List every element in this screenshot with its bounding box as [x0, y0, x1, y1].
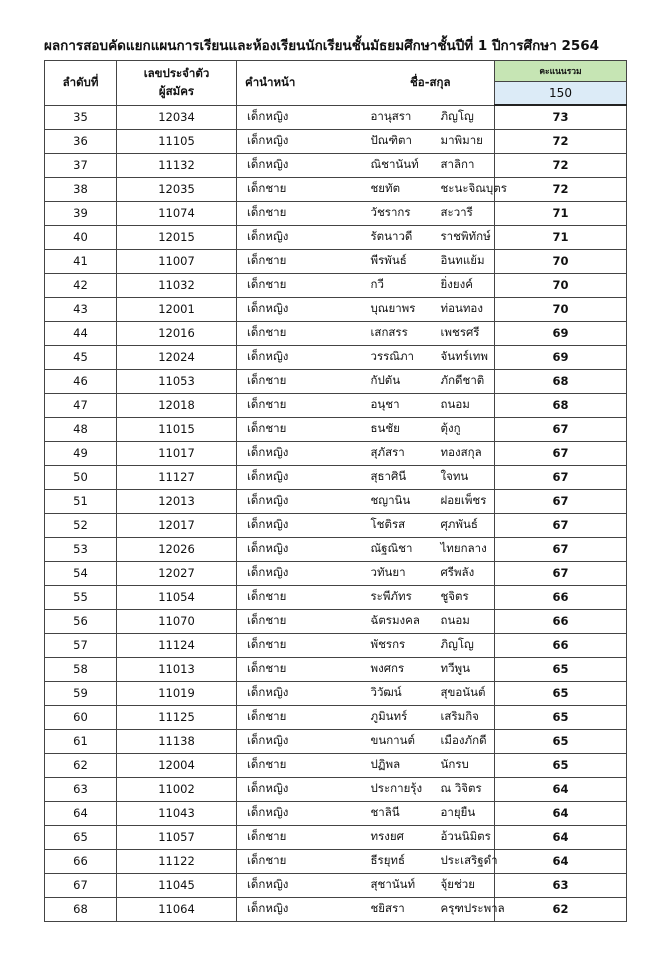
- cell-name: [367, 825, 495, 849]
- cell-prefix: เด็กชาย: [237, 657, 367, 681]
- cell-applicant-id: 11007: [117, 249, 237, 273]
- cell-score: 65: [495, 753, 627, 777]
- cell-rank: 50: [45, 465, 117, 489]
- cell-prefix: เด็กชาย: [237, 753, 367, 777]
- cell-last-name: ภิญโญ: [440, 109, 474, 123]
- cell-prefix: เด็กหญิง: [237, 729, 367, 753]
- cell-applicant-id: 12035: [117, 177, 237, 201]
- cell-score: 66: [495, 585, 627, 609]
- cell-name: [367, 537, 495, 561]
- cell-first-name: รัตนาวดี: [370, 229, 413, 243]
- cell-last-name: ประเสริฐดำ: [440, 853, 498, 867]
- cell-last-name: ศุภพันธ์: [440, 517, 478, 531]
- cell-first-name: บุณยาพร: [370, 301, 416, 315]
- cell-name: [367, 297, 495, 321]
- table-row: [45, 201, 627, 225]
- cell-applicant-id: 11070: [117, 609, 237, 633]
- cell-prefix: เด็กชาย: [237, 849, 367, 873]
- cell-name: [367, 489, 495, 513]
- page-title: ผลการสอบคัดแยกแผนการเรียนและห้องเรียนนักเรียนชั้นมัธยมศึกษาชั้นปีที่ 1 ปีการศึกษา 2564: [44, 38, 600, 54]
- cell-first-name: ชญานิน: [370, 493, 411, 507]
- cell-last-name: ถนอม: [440, 397, 470, 411]
- cell-prefix: เด็กชาย: [237, 321, 367, 345]
- cell-applicant-id: 12024: [117, 345, 237, 369]
- cell-first-name: ประกายรุ้ง: [370, 781, 423, 795]
- cell-score: 70: [495, 249, 627, 273]
- cell-name: [367, 345, 495, 369]
- cell-score: 73: [495, 105, 627, 129]
- cell-rank: 41: [45, 249, 117, 273]
- cell-score: 65: [495, 681, 627, 705]
- table-row: [45, 417, 627, 441]
- cell-last-name: ณ วิจิตร: [440, 781, 482, 795]
- cell-last-name: ชะนะจิณบุตร: [440, 181, 507, 195]
- cell-rank: 38: [45, 177, 117, 201]
- cell-score: 66: [495, 609, 627, 633]
- cell-prefix: เด็กหญิง: [237, 441, 367, 465]
- cell-name: [367, 393, 495, 417]
- cell-first-name: ธีรยุทธ์: [370, 853, 406, 867]
- cell-last-name: ทองสกุล: [440, 445, 482, 459]
- cell-last-name: อายุยืน: [440, 805, 476, 819]
- cell-rank: 48: [45, 417, 117, 441]
- cell-last-name: ศรีพลัง: [440, 565, 475, 579]
- header-applicant-id: [117, 61, 237, 106]
- cell-last-name: ชูจิตร: [440, 589, 469, 603]
- table-row: [45, 681, 627, 705]
- cell-first-name: กวี: [370, 277, 384, 291]
- cell-first-name: สุธาศินี: [370, 469, 407, 483]
- cell-name: [367, 513, 495, 537]
- cell-prefix: เด็กชาย: [237, 609, 367, 633]
- cell-score: 64: [495, 825, 627, 849]
- cell-first-name: ชยทัต: [370, 181, 401, 195]
- cell-rank: 51: [45, 489, 117, 513]
- cell-first-name: วิวัฒน์: [370, 685, 402, 699]
- cell-name: [367, 753, 495, 777]
- header-prefix: คำนำหน้า: [237, 61, 367, 106]
- cell-applicant-id: 11053: [117, 369, 237, 393]
- cell-applicant-id: 11054: [117, 585, 237, 609]
- cell-name: [367, 105, 495, 129]
- cell-last-name: สะวารี: [440, 205, 473, 219]
- cell-prefix: เด็กหญิง: [237, 537, 367, 561]
- cell-applicant-id: 11138: [117, 729, 237, 753]
- cell-rank: 45: [45, 345, 117, 369]
- cell-name: [367, 225, 495, 249]
- table-row: [45, 777, 627, 801]
- table-row: [45, 345, 627, 369]
- cell-applicant-id: 12013: [117, 489, 237, 513]
- cell-prefix: เด็กหญิง: [237, 345, 367, 369]
- cell-first-name: ปฏิพล: [370, 757, 401, 771]
- cell-name: [367, 609, 495, 633]
- cell-first-name: ชยิสรา: [370, 901, 405, 915]
- cell-applicant-id: 11125: [117, 705, 237, 729]
- cell-applicant-id: 11124: [117, 633, 237, 657]
- cell-name: [367, 849, 498, 873]
- cell-last-name: ฝอยเพ็ชร: [440, 493, 487, 507]
- cell-score: 71: [495, 225, 627, 249]
- table-row: [45, 633, 627, 657]
- cell-first-name: ระพีภัทร: [370, 589, 412, 603]
- cell-last-name: ใจทน: [440, 469, 469, 483]
- table-row: [45, 321, 627, 345]
- cell-first-name: ธนชัย: [370, 421, 400, 435]
- table-row: [45, 465, 627, 489]
- cell-first-name: โชติรส: [370, 517, 406, 531]
- cell-prefix: เด็กหญิง: [237, 561, 367, 585]
- table-row: [45, 897, 627, 921]
- cell-last-name: ยิ่งยงค์: [440, 277, 473, 291]
- cell-rank: 67: [45, 873, 117, 897]
- table-row: [45, 609, 627, 633]
- table-row: [45, 105, 627, 129]
- table-row: [45, 537, 627, 561]
- cell-rank: 53: [45, 537, 117, 561]
- cell-rank: 64: [45, 801, 117, 825]
- cell-applicant-id: 12017: [117, 513, 237, 537]
- cell-last-name: สาลิกา: [440, 157, 475, 171]
- cell-first-name: เสกสรร: [370, 325, 408, 339]
- table-row: [45, 753, 627, 777]
- table-header: [45, 61, 627, 106]
- cell-prefix: เด็กหญิง: [237, 513, 367, 537]
- cell-applicant-id: 11132: [117, 153, 237, 177]
- cell-first-name: ณิชานันท์: [370, 157, 419, 171]
- cell-score: 68: [495, 393, 627, 417]
- cell-name: [367, 417, 495, 441]
- cell-name: [367, 465, 495, 489]
- table-row: [45, 849, 627, 873]
- cell-score: 66: [495, 633, 627, 657]
- cell-applicant-id: 11013: [117, 657, 237, 681]
- cell-prefix: เด็กหญิง: [237, 465, 367, 489]
- cell-rank: 54: [45, 561, 117, 585]
- table-body: [45, 105, 627, 921]
- cell-rank: 36: [45, 129, 117, 153]
- cell-applicant-id: 12018: [117, 393, 237, 417]
- cell-score: 67: [495, 489, 627, 513]
- cell-name: [367, 321, 495, 345]
- cell-name: [367, 897, 505, 921]
- table-row: [45, 129, 627, 153]
- cell-name: [367, 441, 495, 465]
- header-applicant-id-line1: เลขประจำตัว: [143, 65, 210, 80]
- cell-prefix: เด็กชาย: [237, 417, 367, 441]
- cell-name: [367, 729, 495, 753]
- cell-score: 64: [495, 801, 627, 825]
- cell-applicant-id: 11017: [117, 441, 237, 465]
- table-row: [45, 801, 627, 825]
- cell-rank: 40: [45, 225, 117, 249]
- cell-prefix: เด็กหญิง: [237, 801, 367, 825]
- cell-name: [367, 177, 507, 201]
- cell-applicant-id: 11105: [117, 129, 237, 153]
- cell-applicant-id: 12001: [117, 297, 237, 321]
- cell-rank: 47: [45, 393, 117, 417]
- cell-name: [367, 777, 495, 801]
- cell-prefix: เด็กชาย: [237, 585, 367, 609]
- cell-last-name: อินทแย้ม: [440, 253, 485, 267]
- cell-name: [367, 585, 495, 609]
- table-row: [45, 273, 627, 297]
- cell-name: [367, 561, 495, 585]
- cell-prefix: เด็กชาย: [237, 633, 367, 657]
- cell-applicant-id: 11074: [117, 201, 237, 225]
- table-row: [45, 729, 627, 753]
- cell-applicant-id: 11045: [117, 873, 237, 897]
- cell-first-name: อานุสรา: [370, 109, 412, 123]
- cell-applicant-id: 11043: [117, 801, 237, 825]
- table-row: [45, 489, 627, 513]
- cell-rank: 37: [45, 153, 117, 177]
- cell-rank: 66: [45, 849, 117, 873]
- cell-last-name: ครุฑประพาล: [440, 901, 505, 915]
- header-applicant-id-line2: ผู้สมัคร: [158, 83, 195, 98]
- cell-rank: 52: [45, 513, 117, 537]
- cell-score: 65: [495, 657, 627, 681]
- table-row: [45, 249, 627, 273]
- cell-rank: 63: [45, 777, 117, 801]
- cell-score: 70: [495, 297, 627, 321]
- cell-applicant-id: 12015: [117, 225, 237, 249]
- cell-prefix: เด็กชาย: [237, 825, 367, 849]
- cell-prefix: เด็กหญิง: [237, 153, 367, 177]
- cell-first-name: พีรพันธ์: [370, 253, 407, 267]
- cell-name: [367, 705, 495, 729]
- cell-score: 67: [495, 537, 627, 561]
- cell-applicant-id: 11064: [117, 897, 237, 921]
- table-row: [45, 297, 627, 321]
- cell-applicant-id: 11032: [117, 273, 237, 297]
- cell-name: [367, 153, 495, 177]
- cell-score: 67: [495, 417, 627, 441]
- results-table: [44, 60, 627, 922]
- cell-score: 72: [495, 153, 627, 177]
- cell-last-name: จันทร์เทพ: [440, 349, 488, 363]
- cell-prefix: เด็กหญิง: [237, 873, 367, 897]
- cell-last-name: ตุ้งกู: [440, 421, 461, 435]
- cell-prefix: เด็กชาย: [237, 201, 367, 225]
- cell-applicant-id: 12004: [117, 753, 237, 777]
- cell-first-name: ปัณฑิตา: [370, 133, 412, 147]
- header-score-label: คะแนนรวม: [495, 61, 627, 82]
- cell-prefix: เด็กชาย: [237, 369, 367, 393]
- cell-applicant-id: 11015: [117, 417, 237, 441]
- cell-score: 63: [495, 873, 627, 897]
- cell-rank: 55: [45, 585, 117, 609]
- cell-score: 65: [495, 729, 627, 753]
- cell-rank: 65: [45, 825, 117, 849]
- cell-score: 69: [495, 345, 627, 369]
- cell-last-name: เพชรศรี: [440, 325, 480, 339]
- cell-prefix: เด็กหญิง: [237, 105, 367, 129]
- cell-applicant-id: 11127: [117, 465, 237, 489]
- cell-last-name: เมืองภักดี: [440, 733, 487, 747]
- cell-applicant-id: 11122: [117, 849, 237, 873]
- cell-last-name: ท่อนทอง: [440, 301, 483, 315]
- table-row: [45, 825, 627, 849]
- cell-prefix: เด็กชาย: [237, 177, 367, 201]
- cell-last-name: ทวีพูน: [440, 661, 470, 675]
- cell-applicant-id: 12016: [117, 321, 237, 345]
- cell-prefix: เด็กชาย: [237, 705, 367, 729]
- cell-first-name: ทรงยศ: [370, 829, 404, 843]
- cell-rank: 35: [45, 105, 117, 129]
- cell-last-name: สุขอนันต์: [440, 685, 486, 699]
- cell-rank: 44: [45, 321, 117, 345]
- table-row: [45, 369, 627, 393]
- cell-prefix: เด็กหญิง: [237, 897, 367, 921]
- table-row: [45, 561, 627, 585]
- cell-score: 70: [495, 273, 627, 297]
- cell-name: [367, 273, 495, 297]
- cell-last-name: ถนอม: [440, 613, 470, 627]
- cell-rank: 42: [45, 273, 117, 297]
- cell-name: [367, 873, 495, 897]
- cell-rank: 61: [45, 729, 117, 753]
- cell-last-name: ราชพิทักษ์: [440, 229, 491, 243]
- table-row: [45, 705, 627, 729]
- table-row: [45, 393, 627, 417]
- cell-first-name: กัปตัน: [370, 373, 401, 387]
- table-row: [45, 657, 627, 681]
- cell-first-name: ณัฐณิชา: [370, 541, 413, 555]
- cell-name: [367, 129, 495, 153]
- cell-first-name: วัชรากร: [370, 205, 411, 219]
- cell-applicant-id: 11057: [117, 825, 237, 849]
- cell-prefix: เด็กชาย: [237, 249, 367, 273]
- cell-score: 69: [495, 321, 627, 345]
- cell-name: [367, 633, 495, 657]
- header-name: ชื่อ-สกุล: [367, 61, 495, 106]
- cell-last-name: ภักดีชาติ: [440, 373, 485, 387]
- cell-rank: 39: [45, 201, 117, 225]
- cell-score: 72: [495, 129, 627, 153]
- cell-rank: 58: [45, 657, 117, 681]
- cell-rank: 62: [45, 753, 117, 777]
- cell-prefix: เด็กหญิง: [237, 681, 367, 705]
- cell-score: 64: [495, 849, 627, 873]
- cell-name: [367, 249, 495, 273]
- cell-score: 67: [495, 465, 627, 489]
- table-row: [45, 225, 627, 249]
- cell-prefix: เด็กหญิง: [237, 777, 367, 801]
- cell-last-name: มาพิมาย: [440, 133, 483, 147]
- cell-last-name: นักรบ: [440, 757, 469, 771]
- cell-applicant-id: 12027: [117, 561, 237, 585]
- header-rank: ลำดับที่: [45, 61, 117, 106]
- cell-prefix: เด็กชาย: [237, 273, 367, 297]
- cell-first-name: ภูมินทร์: [370, 709, 408, 723]
- table-row: [45, 441, 627, 465]
- cell-first-name: สุชานันท์: [370, 877, 416, 891]
- cell-score: 64: [495, 777, 627, 801]
- cell-name: [367, 657, 495, 681]
- cell-rank: 56: [45, 609, 117, 633]
- cell-score: 67: [495, 441, 627, 465]
- table-row: [45, 177, 627, 201]
- cell-score: 68: [495, 369, 627, 393]
- cell-last-name: อ้วนนิมิตร: [440, 829, 491, 843]
- cell-score: 67: [495, 513, 627, 537]
- cell-rank: 59: [45, 681, 117, 705]
- cell-name: [367, 681, 495, 705]
- cell-first-name: วรรณิภา: [370, 349, 415, 363]
- header-score-total: 150: [495, 82, 627, 106]
- cell-rank: 60: [45, 705, 117, 729]
- cell-name: [367, 201, 495, 225]
- cell-first-name: ขนกานต์: [370, 733, 415, 747]
- cell-prefix: เด็กหญิง: [237, 297, 367, 321]
- cell-prefix: เด็กหญิง: [237, 129, 367, 153]
- cell-first-name: พัชรกร: [370, 637, 406, 651]
- cell-score: 72: [495, 177, 627, 201]
- cell-prefix: เด็กหญิง: [237, 489, 367, 513]
- cell-first-name: ชาลินี: [370, 805, 400, 819]
- cell-applicant-id: 11002: [117, 777, 237, 801]
- cell-last-name: ไทยกลาง: [440, 541, 487, 555]
- table-row: [45, 585, 627, 609]
- cell-name: [367, 369, 495, 393]
- cell-score: 67: [495, 561, 627, 585]
- cell-last-name: ภิญโญ: [440, 637, 474, 651]
- table-row: [45, 153, 627, 177]
- cell-rank: 57: [45, 633, 117, 657]
- cell-score: 65: [495, 705, 627, 729]
- cell-score: 71: [495, 201, 627, 225]
- cell-first-name: สุภัสรา: [370, 445, 405, 459]
- cell-applicant-id: 12026: [117, 537, 237, 561]
- cell-last-name: จุ้ยช่วย: [440, 877, 475, 891]
- cell-rank: 46: [45, 369, 117, 393]
- cell-name: [367, 801, 495, 825]
- cell-applicant-id: 11019: [117, 681, 237, 705]
- cell-applicant-id: 12034: [117, 105, 237, 129]
- cell-score: 62: [495, 897, 627, 921]
- cell-rank: 68: [45, 897, 117, 921]
- cell-first-name: พงศกร: [370, 661, 405, 675]
- cell-rank: 43: [45, 297, 117, 321]
- table-row: [45, 873, 627, 897]
- cell-first-name: วทันยา: [370, 565, 406, 579]
- cell-first-name: อนุชา: [370, 397, 400, 411]
- cell-prefix: เด็กหญิง: [237, 225, 367, 249]
- cell-first-name: ฉัตรมงคล: [370, 613, 420, 627]
- cell-rank: 49: [45, 441, 117, 465]
- table-row: [45, 513, 627, 537]
- cell-last-name: เสริมกิจ: [440, 709, 479, 723]
- cell-prefix: เด็กชาย: [237, 393, 367, 417]
